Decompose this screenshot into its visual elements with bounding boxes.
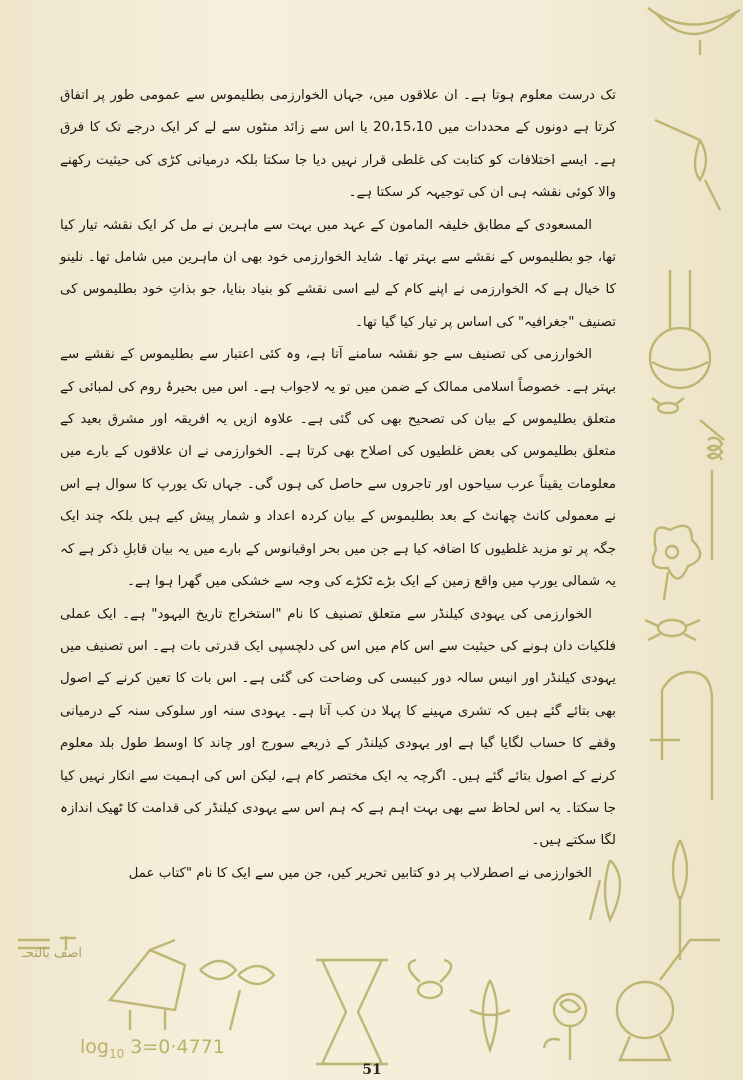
- round-flask-icon: [650, 270, 710, 388]
- rose-icon: [544, 994, 586, 1060]
- flower-icon: [653, 526, 700, 600]
- leaf-cluster-icon: [200, 961, 274, 1030]
- side-illustration-text: اصف بالتحـ: [22, 946, 82, 961]
- page-number: 51: [362, 1062, 382, 1078]
- tall-leaf-icon: [673, 840, 687, 960]
- paragraph-4: الخوارزمی کی یہودی کیلنڈر سے متعلق تصنیف کا نام "استخراج تاریخ الیہود" ہے۔ ایک عملی فلکیات دان ہونے کی حیثیت سے اس کام میں اس کی دلچسپی ایک قدرتی بات ہے۔ اس تصنیف میں یہودی کیلنڈر اور انیس سالہ دور کبیسی کی وضاحت کی گئی ہے۔ اس بات کا تعین کرنے کے اصول بھی بتائے گئے ہیں کہ تشری مہینے کا پہلا دن کب آتا ہے۔ یہودی سنہ اور سلوکی سنہ کے درمیانی وقفے کا حساب لگایا گیا ہے اور یہودی کیلنڈر کے ذریعے سورج اور چاند کا اوسط طول بلد معلوم کرنے کے اصول بتائے گئے ہیں۔ اگرچہ یہ ایک مختصر کام ہے، لیکن اس کی اہمیت سے انکار نہیں کیا جا سکتا۔ یہ اس لحاظ سے بھی بہت اہم ہے کہ ہم اس سے یہودی کیلنڈر کی قدامت کا ٹھیک اندازہ لگا سکتے ہیں۔: [60, 606, 616, 849]
- insect-icon: [652, 398, 684, 413]
- dropper-icon: [655, 120, 720, 210]
- logarithm-formula: [80, 1036, 225, 1061]
- bent-tube-icon: [650, 672, 712, 800]
- paragraph-5: الخوارزمی نے اصطرلاب پر دو کتابیں تحریر کیں، جن میں سے ایک کا نام "کتاب عمل: [128, 865, 592, 881]
- paragraph-1: تک درست معلوم ہوتا ہے۔ ان علاقوں میں، جہاں الخوارزمی بطلیموس سے عمومی طور پر اتفاق کرتا ہے دونوں کے محددات میں 20،15،10 یا اس سے زائد منٹوں سے لے کر ایک درجے تک کا فرق ہے۔ ایسے اختلافات کو کتابت کی غلطی قرار نہیں دیا جا سکتا بلکہ درمیانی کڑی کی حیثیت رکھنے والا کوئی نقشہ ہی ان کی توجیہہ کر سکتا ہے۔: [60, 88, 616, 201]
- formula-suffix: 3=0·4771: [124, 1036, 225, 1058]
- paragraph-3: الخوارزمی کی تصنیف سے جو نقشہ سامنے آتا ہے، وہ کئی اعتبار سے بطلیموس کے نقشے سے بہتر ہے۔ خصوصاً اسلامی ممالک کے ضمن میں تو یہ لاجواب ہے۔ اس میں بحیرۂ روم کی لمبائی کے متعلق بطلیموس کے بیان کی تصحیح بھی کی گئی ہے۔ علاوہ ازیں یہ افریقہ اور مشرق بعید کے متعلق بطلیموس کی بعض غلطیوں کی اصلاح بھی کرتا ہے۔ الخوارزمی نے ان علاقوں کے بارے میں معلومات یقیناً عرب سیاحوں اور تاجروں سے حاصل کی ہوں گی۔ جہاں تک یورپ کا سوال ہے اس نے معمولی کانٹ چھانٹ کے بعد بطلیموس کے بیان کردہ اعداد و شمار پیش کیے ہیں بلکہ چند ایک جگہ پر تو مزید غلطیوں کا اضافہ کیا ہے جن میں بحر اوقیانوس کے بارے میں یہ بیان قابلِ ذکر ہے کہ یہ شمالی یورپ میں واقع زمین کے ایک بڑے ٹکڑے کی وجہ سے خشکی میں گھرا ہوا ہے۔: [60, 347, 616, 590]
- retort-icon: [617, 940, 720, 1060]
- article-body: [60, 80, 616, 890]
- mortar-pestle-icon: [648, 8, 740, 55]
- paragraph-2: المسعودی کے مطابق خلیفہ المامون کے عہد میں بہت سے ماہرین نے مل کر ایک نقشہ تیار کیا تھا، جو بطلیموس کے نقشے سے بہتر تھا۔ شاید الخوارزمی خود بھی ان ماہرین میں شامل تھا۔ نلینو کا خیال ہے کہ الخوارزمی نے اپنے کام کے لیے اسی نقشے کو بنیاد بنایا، جو بذاتِ خود بطلیموس کی تصنیف "جغرافیہ" کی اساس پر تیار کیا گیا تھا۔: [60, 217, 616, 330]
- apparatus-icon: [110, 940, 185, 1030]
- beetle-icon: [645, 620, 700, 640]
- seed-pod-icon: [470, 980, 510, 1050]
- formula-subscript: 10: [108, 1046, 125, 1061]
- formula-prefix: log: [80, 1036, 109, 1058]
- fly-icon: [409, 960, 451, 998]
- hourglass-icon: [316, 960, 388, 1064]
- coil-condenser-icon: [700, 420, 724, 560]
